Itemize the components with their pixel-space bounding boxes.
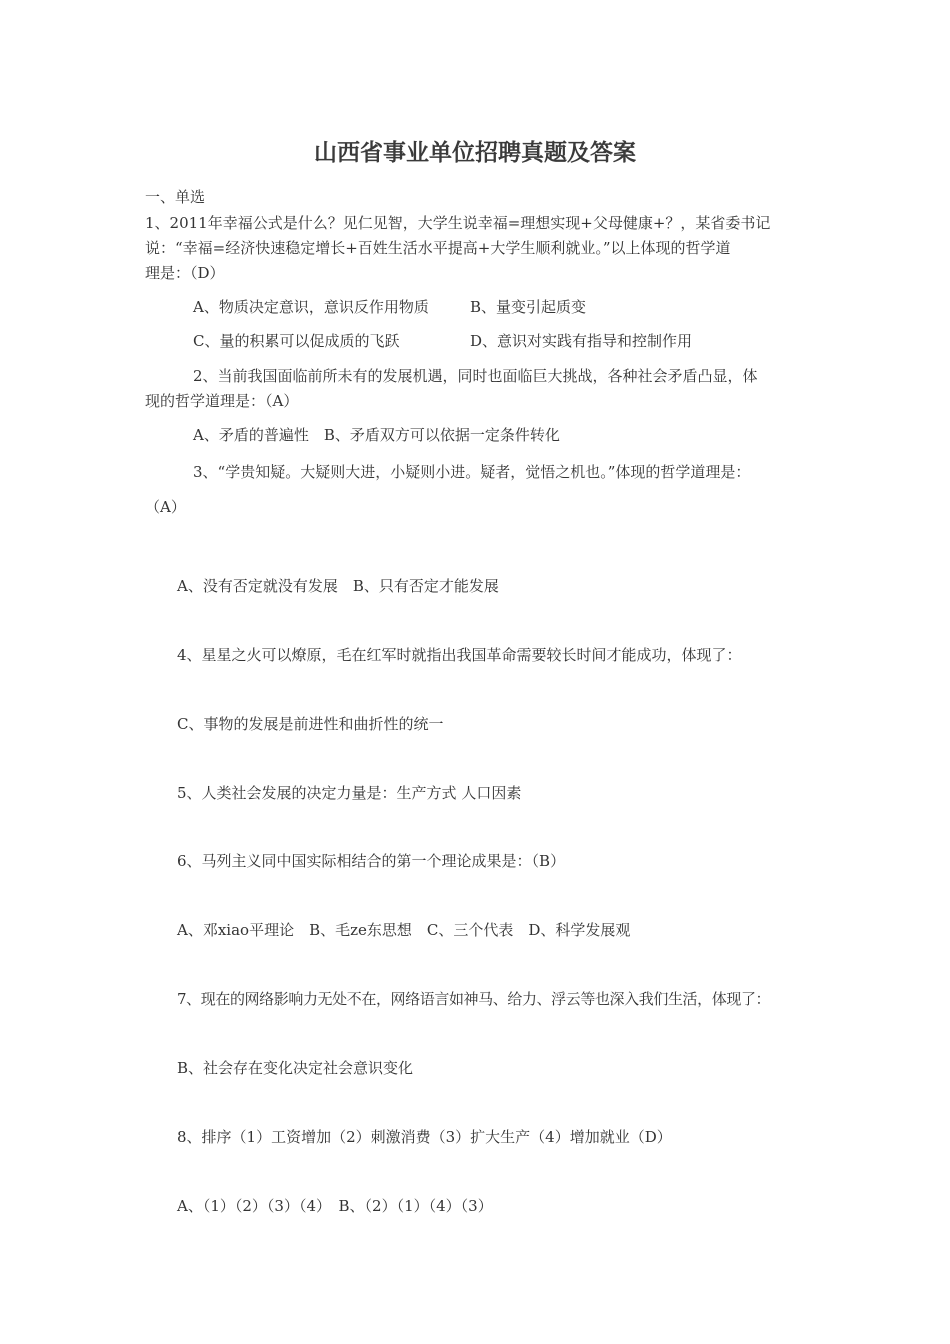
q1-line1: 1、2011年幸福公式是什么？见仁见智，大学生说幸福=理想实现+父母健康+？，某省委书记 — [145, 214, 771, 232]
q3-options: A、没有否定就没有发展 B、只有否定才能发展 — [177, 577, 499, 595]
q8-question: 8、排序（1）工资增加（2）刺激消费（3）扩大生产（4）增加就业（D） — [177, 1128, 672, 1146]
q7-question: 7、现在的网络影响力无处不在，网络语言如神马、给力、浮云等也深入我们生活，体现了： — [177, 990, 771, 1008]
document-title: 山西省事业单位招聘真题及答案 — [314, 139, 636, 166]
q1-option-a: A、物质决定意识，意识反作用物质 — [193, 298, 429, 316]
q1-line2: 说：“幸福=经济快速稳定增长+百姓生活水平提高+大学生顺利就业。”以上体现的哲学道 — [145, 239, 731, 257]
q6-options: A、邓xiao平理论 B、毛ze东思想 C、三个代表 D、科学发展观 — [177, 921, 631, 939]
q8-options: A、（1）（2）（3）（4） B、（2）（1）（4）（3） — [177, 1197, 493, 1215]
q3-line2: （A） — [145, 498, 186, 516]
q1-option-b: B、量变引起质变 — [470, 298, 587, 316]
q5-question: 5、人类社会发展的决定力量是：生产方式 人口因素 — [177, 784, 522, 802]
q2-line2: 现的哲学道理是：（A） — [145, 392, 299, 410]
q2-options: A、矛盾的普遍性 B、矛盾双方可以依据一定条件转化 — [193, 426, 560, 444]
q1-line3: 理是：（D） — [145, 264, 225, 282]
q6-question: 6、马列主义同中国实际相结合的第一个理论成果是：（B） — [177, 852, 566, 870]
q1-option-c: C、量的积累可以促成质的飞跃 — [193, 332, 400, 350]
q7-answer: B、社会存在变化决定社会意识变化 — [177, 1059, 414, 1077]
q1-option-d: D、意识对实践有指导和控制作用 — [470, 332, 693, 350]
section-heading: 一、单选 — [145, 188, 206, 206]
q3-line1: 3、“学贵知疑。大疑则大进，小疑则小进。疑者，觉悟之机也。”体现的哲学道理是： — [193, 463, 751, 481]
q2-line1: 2、当前我国面临前所未有的发展机遇，同时也面临巨大挑战，各种社会矛盾凸显，体 — [193, 367, 758, 385]
q4-answer: C、事物的发展是前进性和曲折性的统一 — [177, 715, 444, 733]
q4-question: 4、星星之火可以燎原，毛在红军时就指出我国革命需要较长时间才能成功，体现了： — [177, 646, 742, 664]
